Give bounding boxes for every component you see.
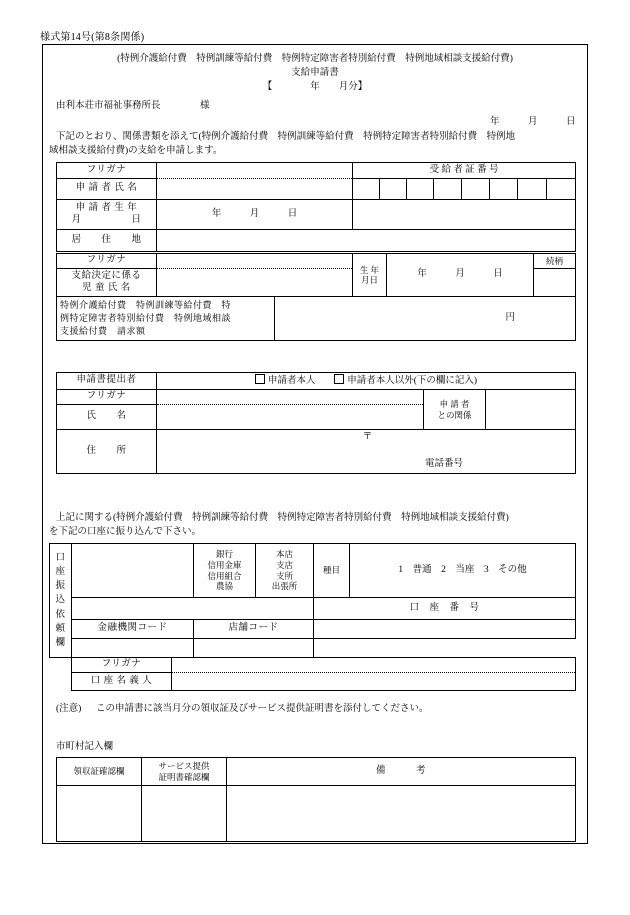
label-child-birth: 生 年 月日 xyxy=(353,254,387,297)
bank-type-options[interactable] xyxy=(194,544,256,598)
side-char-1: 座 xyxy=(55,566,66,577)
intro-line-1: 下記のとおり、関係書類を添えて(特例介護給付費 特例訓練等給付費 特例特定障害者特別給付費 特例地 xyxy=(56,132,516,142)
field-branch-code[interactable] xyxy=(194,639,314,658)
label-phone: 電話番号 xyxy=(425,458,464,469)
label-child-name: 支給決定に係る 児 童 氏 名 xyxy=(57,269,157,297)
submitter-table xyxy=(56,372,576,474)
postal-mark: 〒 xyxy=(362,432,373,442)
label-remarks: 備 考 xyxy=(227,758,576,786)
label-bank-code: 金融機関コード xyxy=(72,620,194,639)
addressee-suffix: 様 xyxy=(200,101,210,111)
label-relation-kinship: 続柄 xyxy=(534,254,576,269)
field-receipt-check[interactable] xyxy=(57,786,142,842)
label-submitter-self: 申請者本人 xyxy=(267,376,316,387)
label-submitter-other: 申請者本人以外(下の欄に記入) xyxy=(347,376,478,387)
label-receipt-check: 領収証確認欄 xyxy=(57,758,142,786)
application-date: 年 月 日 xyxy=(490,117,576,127)
field-applicant-address[interactable] xyxy=(157,230,576,252)
receipt-digit-4[interactable] xyxy=(434,179,462,200)
notice-label: (注意) xyxy=(56,704,82,714)
field-bank-code[interactable] xyxy=(72,639,194,658)
field-account-kind[interactable]: 1 普通 2 当座 3 その他 xyxy=(350,544,576,598)
side-char-5: 頼 xyxy=(55,623,66,634)
intro-line-2: 域相談支援給付費)の支給を申請します。 xyxy=(49,146,223,156)
label-submitter: 申請書提出者 xyxy=(57,373,157,390)
period-bracket: 【 年 月分】 xyxy=(262,82,368,92)
label-applicant-birth: 申 請 者 生 年 月 日 xyxy=(57,200,157,230)
label-account-kind: 種目 xyxy=(314,544,350,598)
field-submitter-address[interactable] xyxy=(157,430,576,474)
bank-type-2: 信用組合 xyxy=(207,570,242,581)
field-bank-name[interactable] xyxy=(72,544,194,598)
field-holder-furigana[interactable] xyxy=(172,658,576,673)
title-line-1: (特例介護給付費 特例訓練等給付費 特例特定障害者特別給付費 特例地域相談支援給付費) xyxy=(117,54,513,64)
label-submitter-name: 氏 名 xyxy=(57,405,157,430)
field-relation-kinship[interactable] xyxy=(534,269,576,297)
receipt-digit-8[interactable] xyxy=(547,179,576,200)
field-furigana-child[interactable] xyxy=(157,254,353,269)
addressee: 由利本荘市福祉事務所長 xyxy=(56,101,161,111)
label-claim-amount: 特例介護給付費 特例訓練等給付費 特 例特定障害者特別給付費 特例地域相談 支援給付費 請求額 xyxy=(57,297,275,341)
label-applicant-address: 居 住 地 xyxy=(57,230,157,252)
field-account-number[interactable] xyxy=(314,620,576,639)
label-relation-to-applicant: 申 請 者 との関係 xyxy=(424,390,486,430)
form-number: 様式第14号(第8条関係) xyxy=(40,32,145,43)
bank-transfer-table xyxy=(49,543,576,658)
receipt-digit-5[interactable] xyxy=(462,179,490,200)
field-remarks[interactable] xyxy=(227,786,576,842)
checkbox-submitter-self[interactable] xyxy=(255,374,265,384)
receipt-number-header: 受 給 者 証 番 号 xyxy=(353,163,576,179)
label-branch-code: 店舗コード xyxy=(194,620,314,639)
label-furigana-applicant: フリガナ xyxy=(57,163,157,179)
side-char-0: 口 xyxy=(55,552,66,563)
field-applicant-name[interactable] xyxy=(157,179,353,200)
checkbox-submitter-other[interactable] xyxy=(334,374,344,384)
side-char-4: 依 xyxy=(55,609,66,620)
field-furigana-applicant[interactable] xyxy=(157,163,353,179)
field-service-cert-check[interactable] xyxy=(142,786,227,842)
field-furigana-submitter[interactable] xyxy=(157,390,424,405)
branch-type-3: 出張所 xyxy=(271,581,298,592)
receipt-digit-1[interactable] xyxy=(353,179,380,200)
title-line-2: 支給申請書 xyxy=(291,68,339,78)
label-applicant-name: 申 請 者 氏 名 xyxy=(57,179,157,200)
municipal-heading: 市町村記入欄 xyxy=(56,742,114,752)
bank-type-0: 銀行 xyxy=(215,549,233,560)
field-claim-amount[interactable] xyxy=(275,297,576,341)
bank-type-1: 信用金庫 xyxy=(207,559,242,570)
municipal-table xyxy=(56,757,576,842)
transfer-intro-line-2: を下記の口座に振り込んで下さい。 xyxy=(49,527,202,537)
field-child-birth[interactable]: 年 月 日 xyxy=(387,254,534,297)
receipt-digit-7[interactable] xyxy=(518,179,547,200)
side-char-2: 振 xyxy=(55,581,66,592)
submitter-options xyxy=(157,373,576,390)
bank-type-3: 農協 xyxy=(215,581,233,592)
receipt-digit-2[interactable] xyxy=(380,179,407,200)
claim-table xyxy=(56,296,576,341)
claim-amount-unit: 円 xyxy=(505,312,515,323)
branch-type-0: 本店 xyxy=(275,549,293,560)
child-table xyxy=(56,253,576,297)
account-holder-table xyxy=(71,657,576,691)
field-applicant-birth[interactable]: 年 月 日 xyxy=(157,200,353,230)
label-account-number: 口 座 番 号 xyxy=(314,598,576,620)
branch-type-2: 支所 xyxy=(275,570,293,581)
label-furigana-submitter: フリガナ xyxy=(57,390,157,405)
field-holder-name[interactable] xyxy=(172,673,576,691)
side-char-6: 欄 xyxy=(55,638,66,649)
receipt-digit-6[interactable] xyxy=(490,179,518,200)
side-label-transfer-request xyxy=(50,544,72,658)
label-holder-furigana: フリガナ xyxy=(72,658,172,673)
label-submitter-address: 住 所 xyxy=(57,430,157,474)
field-child-name[interactable] xyxy=(157,269,353,297)
branch-type-1: 支店 xyxy=(275,559,293,570)
branch-type-options[interactable] xyxy=(256,544,314,598)
label-holder-name: 口 座 名 義 人 xyxy=(72,673,172,691)
side-char-3: 込 xyxy=(55,595,66,606)
transfer-intro-line-1: 上記に関する(特例介護給付費 特例訓練等給付費 特例特定障害者特別給付費 特例地域相談支援給付費) xyxy=(56,513,509,523)
field-submitter-name[interactable] xyxy=(157,405,424,430)
label-service-cert-check: サービス提供 証明書確認欄 xyxy=(142,758,227,786)
field-relation-to-applicant[interactable] xyxy=(486,390,576,430)
notice-text: この申請書に該当月分の領収証及びサービス提供証明書を添付してください。 xyxy=(96,704,429,714)
receipt-number-spare[interactable] xyxy=(353,200,576,230)
label-furigana-child: フリガナ xyxy=(57,254,157,269)
receipt-digit-3[interactable] xyxy=(407,179,434,200)
applicant-table xyxy=(56,162,576,252)
